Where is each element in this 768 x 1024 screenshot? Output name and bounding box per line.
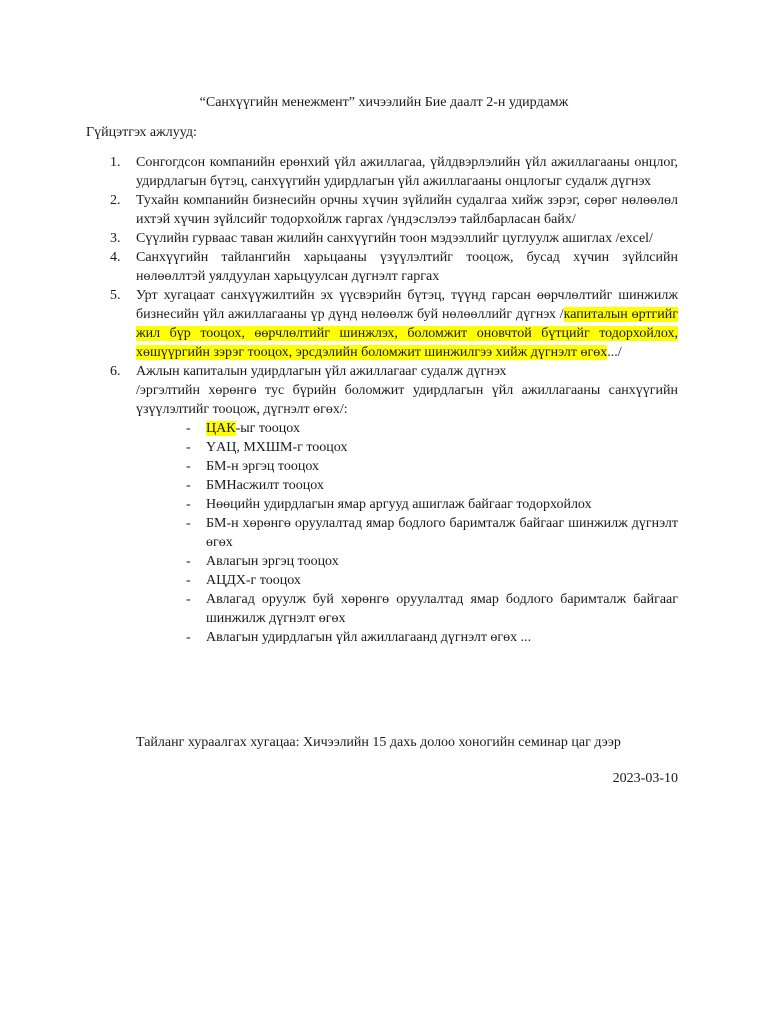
document-date: 2023-03-10	[612, 771, 678, 786]
deadline-text: Тайланг хураалгах хугацаа: Хичээлийн 15 дахь долоо хоногийн семинар цаг дээр	[136, 735, 621, 750]
subtask-text: Авлагад оруулж буй хөрөнгө оруулалтад ямар бодлого баримталж байгааг шинжилж дүгнэлт өгөх	[206, 592, 678, 626]
dash-bullet: -	[186, 592, 191, 607]
subtask-item	[186, 514, 678, 552]
subtask-item	[186, 476, 678, 495]
dash-bullet: -	[186, 421, 191, 436]
task-text: Тухайн компанийн бизнесийн орчны хүчин зүйлийн судалгаа хийж зэрэг, сөрөг нөлөөлөл ихтэй хүчин зүйлсийг тодорхойлж гаргах /үндэслэлээ тайлбарласан байх/	[136, 193, 678, 227]
subtask-text: Авлагын эргэц тооцох	[206, 554, 339, 569]
task-text: Ажлын капиталын удирдлагын үйл ажиллагааг судалж дүгнэх	[136, 364, 507, 379]
subtask-text: ҮАЦ, МХШМ-г тооцох	[206, 440, 348, 455]
dash-bullet: -	[186, 497, 191, 512]
document-title: “Санхүүгийн менежмент” хичээлийн Бие даалт 2-н удирдамж	[199, 95, 569, 110]
subtask-text: БМ-н хөрөнгө оруулалтад ямар бодлого баримталж байгааг шинжилж дүгнэлт өгөх	[206, 516, 678, 550]
subtask-item	[186, 419, 678, 438]
dash-bullet: -	[186, 630, 191, 645]
task-note: /эргэлтийн хөрөнгө тус бүрийн боломжит удирдлагын үйл ажиллагааны санхүүгийн үзүүлэлтийг тооцож, дүгнэлт өгөх/:	[136, 383, 678, 417]
subtask-text: Авлагын удирдлагын үйл ажиллагаанд дүгнэлт өгөх ...	[206, 630, 532, 645]
task-text: Санхүүгийн тайлангийн харьцааны үзүүлэлтийг тооцож, бусад хүчин зүйлсийн нөлөөллтэй уялдуулан харьцуулсан дүгнэлт гаргах	[136, 250, 678, 284]
subtask-item	[186, 571, 678, 590]
task-text-part: Урт хугацаат санхүүжилтийн эх үүсвэрийн бүтэц, түүнд гарсан өөрчлөлтийг шинжилж бизнесийн үйл ажиллагааны үр дүнд нөлөөлж буй нөлөөллийг дүгнэх /	[136, 288, 678, 322]
dash-bullet: -	[186, 516, 191, 531]
dash-bullet: -	[186, 554, 191, 569]
task-number: 6.	[110, 364, 121, 379]
subtask-item	[186, 438, 678, 457]
subtask-text: -ыг тооцох	[235, 421, 300, 436]
task-item	[110, 153, 678, 191]
dash-bullet: -	[186, 459, 191, 474]
dash-bullet: -	[186, 440, 191, 455]
task-text-part: .../	[607, 345, 622, 360]
subtask-item	[186, 590, 678, 628]
highlighted-text: ЦАК	[206, 421, 236, 436]
subtask-item	[186, 628, 678, 647]
task-item	[110, 229, 678, 248]
subtask-text: Нөөцийн удирдлагын ямар аргууд ашиглаж байгааг тодорхойлох	[206, 497, 592, 512]
task-item	[110, 362, 678, 647]
dash-bullet: -	[186, 573, 191, 588]
tasks-heading: Гүйцэтгэх ажлууд:	[86, 125, 197, 140]
subtask-list	[136, 419, 678, 647]
subtask-text: АЦДХ-г тооцох	[206, 573, 301, 588]
task-number: 1.	[110, 155, 121, 170]
task-item	[110, 248, 678, 286]
task-number: 5.	[110, 288, 121, 303]
task-item	[110, 286, 678, 362]
subtask-text: БМ-н эргэц тооцох	[206, 459, 319, 474]
task-text: Сүүлийн гурваас таван жилийн санхүүгийн тоон мэдээллийг цуглуулж ашиглах /excel/	[136, 231, 653, 246]
subtask-text: БМНасжилт тооцох	[206, 478, 324, 493]
subtask-item	[186, 552, 678, 571]
subtask-item	[186, 457, 678, 476]
task-number: 3.	[110, 231, 121, 246]
task-text	[136, 286, 678, 362]
task-item	[110, 191, 678, 229]
dash-bullet: -	[186, 478, 191, 493]
task-list	[110, 153, 678, 647]
highlighted-text: капиталын өртгийг жил бүр тооцох, өөрчлөлтийг шинжлэх, боломжит оновчтой бүтцийг тодорхойлох, хөшүүргийн зэрэг тооцох, эрсдэлийн боломжит шинжилгээ хийж дүгнэлт өгөх	[136, 307, 678, 360]
task-number: 2.	[110, 193, 121, 208]
task-number: 4.	[110, 250, 121, 265]
task-text: Сонгогдсон компанийн ерөнхий үйл ажиллагаа, үйлдвэрлэлийн үйл ажиллагааны онцлог, удирдлагын бүтэц, санхүүгийн удирдлагын үйл ажиллагааны онцлогыг судалж дүгнэх	[136, 155, 678, 189]
subtask-item	[186, 495, 678, 514]
